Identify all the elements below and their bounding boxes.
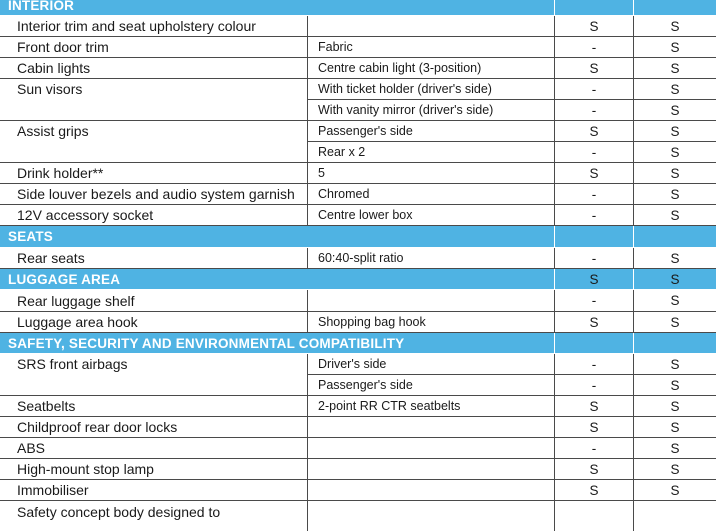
feature-cell: Seatbelts — [0, 396, 308, 417]
feature-cell: ABS — [0, 438, 308, 459]
table-row — [0, 480, 716, 501]
table-row — [0, 501, 716, 531]
value-cell: S — [634, 459, 716, 480]
value-cell: - — [555, 290, 634, 312]
value-cell: S — [555, 417, 634, 438]
value-cell: S — [555, 396, 634, 417]
table-row — [0, 205, 716, 226]
table-row — [308, 354, 716, 375]
table-row — [0, 417, 716, 438]
value-cell: - — [555, 37, 634, 58]
feature-cell: Interior trim and seat upholstery colour — [0, 16, 308, 37]
value-cell: - — [555, 354, 634, 375]
section-header-seats — [0, 226, 716, 248]
value-cell: S — [634, 142, 716, 163]
feature-cell: SRS front airbags — [0, 354, 308, 396]
detail-cell: 5 — [308, 163, 555, 184]
value-cell: S — [634, 417, 716, 438]
value-cell: S — [634, 184, 716, 205]
detail-cell: With vanity mirror (driver's side) — [308, 100, 555, 121]
value-cell: S — [555, 312, 634, 333]
value-cell: - — [555, 438, 634, 459]
value-cell: S — [634, 354, 716, 375]
table-row — [0, 290, 716, 312]
feature-cell: Rear seats — [0, 248, 308, 269]
value-cell: - — [555, 184, 634, 205]
section-header-interior — [0, 0, 716, 16]
section-header-safety — [0, 333, 716, 354]
detail-cell — [308, 459, 555, 480]
value-cell: S — [634, 396, 716, 417]
feature-cell: Cabin lights — [0, 58, 308, 79]
value-cell: S — [634, 100, 716, 121]
feature-cell: Drink holder** — [0, 163, 308, 184]
value-cell: S — [634, 37, 716, 58]
value-cell: S — [634, 375, 716, 396]
table-row — [308, 142, 716, 163]
value-cell: S — [555, 480, 634, 501]
detail-cell: 60:40-split ratio — [308, 248, 555, 269]
table-row — [0, 58, 716, 79]
feature-cell: Childproof rear door locks — [0, 417, 308, 438]
table-row — [0, 37, 716, 58]
value-cell: S — [634, 205, 716, 226]
value-cell: - — [555, 142, 634, 163]
detail-cell: With ticket holder (driver's side) — [308, 79, 555, 100]
detail-cell — [308, 480, 555, 501]
value-cell: - — [555, 205, 634, 226]
value-cell: - — [555, 79, 634, 100]
table-row — [0, 459, 716, 480]
table-row — [0, 16, 716, 37]
detail-cell: 2-point RR CTR seatbelts — [308, 396, 555, 417]
value-cell: S — [634, 438, 716, 459]
value-cell: - — [555, 248, 634, 269]
value-cell — [634, 333, 716, 354]
detail-cell — [308, 417, 555, 438]
value-cell: S — [634, 290, 716, 312]
value-cell: S — [555, 269, 634, 290]
detail-cell: Shopping bag hook — [308, 312, 555, 333]
feature-cell: 12V accessory socket — [0, 205, 308, 226]
detail-cell: Chromed — [308, 184, 555, 205]
value-cell: S — [634, 79, 716, 100]
table-row — [0, 248, 716, 269]
detail-cell: Passenger's side — [308, 375, 555, 396]
value-cell: S — [634, 312, 716, 333]
table-row — [308, 375, 716, 396]
value-cell — [555, 226, 634, 248]
value-cell: S — [555, 459, 634, 480]
value-cell: S — [555, 16, 634, 37]
value-cell — [555, 333, 634, 354]
value-cell — [555, 0, 634, 16]
table-row — [0, 438, 716, 459]
value-cell: S — [634, 121, 716, 142]
section-title: SAFETY, SECURITY AND ENVIRONMENTAL COMPATIBILITY — [0, 333, 555, 354]
detail-cell: Driver's side — [308, 354, 555, 375]
value-cell: S — [634, 480, 716, 501]
feature-cell: Immobiliser — [0, 480, 308, 501]
detail-cell: Fabric — [308, 37, 555, 58]
value-cell — [634, 0, 716, 16]
detail-cell — [308, 16, 555, 37]
detail-cell: Rear x 2 — [308, 142, 555, 163]
value-cell: - — [555, 100, 634, 121]
detail-cell: Passenger's side — [308, 121, 555, 142]
table-row — [308, 100, 716, 121]
table-row — [0, 184, 716, 205]
table-row — [0, 163, 716, 184]
table-row — [308, 121, 716, 142]
feature-cell: Side louver bezels and audio system garnish — [0, 184, 308, 205]
value-cell — [555, 501, 634, 531]
feature-cell: Assist grips — [0, 121, 308, 163]
value-cell — [634, 226, 716, 248]
value-cell: S — [555, 58, 634, 79]
section-title: INTERIOR — [0, 0, 555, 16]
value-cell: S — [634, 58, 716, 79]
feature-cell: Rear luggage shelf — [0, 290, 308, 312]
feature-cell: Luggage area hook — [0, 312, 308, 333]
detail-cell — [308, 438, 555, 459]
section-header-luggage — [0, 269, 716, 290]
detail-cell — [308, 501, 555, 531]
table-row — [308, 79, 716, 100]
value-cell: S — [634, 248, 716, 269]
value-cell: S — [634, 163, 716, 184]
feature-cell: Front door trim — [0, 37, 308, 58]
value-cell: S — [634, 269, 716, 290]
detail-cell: Centre lower box — [308, 205, 555, 226]
section-title: SEATS — [0, 226, 555, 248]
detail-cell: Centre cabin light (3-position) — [308, 58, 555, 79]
value-cell — [634, 501, 716, 531]
value-cell: S — [634, 16, 716, 37]
section-title: LUGGAGE AREA — [0, 269, 555, 290]
detail-cell — [308, 290, 555, 312]
feature-cell: Sun visors — [0, 79, 308, 121]
feature-cell: Safety concept body designed to — [0, 501, 308, 531]
value-cell: S — [555, 163, 634, 184]
table-row — [0, 396, 716, 417]
value-cell: - — [555, 375, 634, 396]
feature-cell: High-mount stop lamp — [0, 459, 308, 480]
table-row — [0, 312, 716, 333]
value-cell: S — [555, 121, 634, 142]
